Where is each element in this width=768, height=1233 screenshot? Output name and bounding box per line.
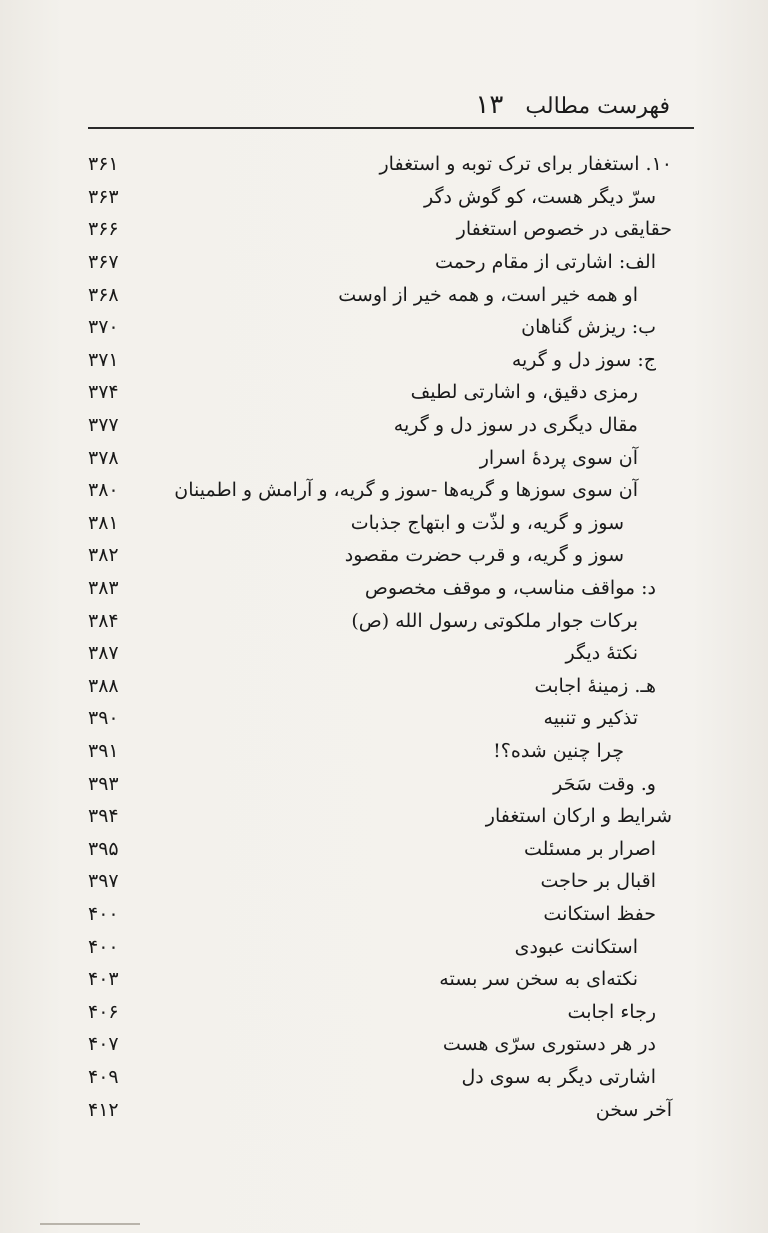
toc-entry-page: ۳۸۰ <box>88 479 119 502</box>
toc-entry-page: ۳۸۳ <box>88 577 119 600</box>
toc-entry <box>88 181 672 214</box>
toc-entry <box>88 246 672 279</box>
toc-entry-page: ۴۱۲ <box>88 1098 119 1121</box>
toc-entry <box>88 1028 672 1061</box>
toc-entry <box>88 148 672 181</box>
header-divider <box>88 127 694 129</box>
toc-entry-title: مقال دیگری در سوز دل و گریه <box>393 414 638 437</box>
toc-entry <box>88 441 672 474</box>
toc-entry-page: ۳۸۸ <box>88 674 119 697</box>
toc-entry-page: ۳۸۷ <box>88 642 119 665</box>
toc-entry-title: چرا چنین شده؟! <box>493 739 624 762</box>
toc-entry-title: آخر سخن <box>595 1098 672 1121</box>
toc-entry-page: ۳۷۸ <box>88 446 119 469</box>
toc-entry-title: برکات جوار ملکوتی رسول الله (ص) <box>351 609 638 632</box>
toc-entry <box>88 474 672 507</box>
toc-entry-title: نکته‌ای به سخن سر بسته <box>439 968 638 991</box>
toc-entry <box>88 539 672 572</box>
toc-entry-page: ۳۶۱ <box>88 153 119 176</box>
footer-divider <box>40 1223 140 1225</box>
toc-entry <box>88 507 672 540</box>
toc-entry <box>88 963 672 996</box>
toc-entry-title: نکتهٔ دیگر <box>565 642 638 665</box>
toc-entry-title: اشارتی دیگر به سوی دل <box>461 1065 656 1088</box>
toc-entry-page: ۴۰۳ <box>88 968 119 991</box>
toc-entry <box>88 637 672 670</box>
page-header-title: فهرست مطالب <box>525 94 670 119</box>
toc-entry-page: ۳۶۷ <box>88 251 119 274</box>
toc-entry <box>88 800 672 833</box>
toc-entry-title: رجاء اجابت <box>567 1000 656 1023</box>
toc-entry-page: ۳۷۰ <box>88 316 119 339</box>
toc-entry-title: ۱۰. استغفار برای ترک توبه و استغفار <box>379 153 672 176</box>
toc-entry-page: ۳۷۷ <box>88 414 119 437</box>
toc-entry <box>88 311 672 344</box>
toc-entry <box>88 344 672 377</box>
toc-entry-title: استکانت عبودی <box>514 935 638 958</box>
toc-entry-page: ۳۹۴ <box>88 805 119 828</box>
toc-entry-title: حفظ استکانت <box>543 902 656 925</box>
toc-entry-page: ۳۸۲ <box>88 544 119 567</box>
toc-entry-title: سوز و گریه، و لذّت و ابتهاج جذبات <box>350 511 624 534</box>
toc-entry-page: ۳۹۷ <box>88 870 119 893</box>
toc-entry-title: آن سوی سوزها و گریه‌ها -سوز و گریه، و آرامش و اطمینان <box>174 479 638 502</box>
toc-entry <box>88 1061 672 1094</box>
toc-entry-title: رمزی دقیق، و اشارتی لطیف <box>410 381 638 404</box>
toc-entry-page: ۴۰۹ <box>88 1065 119 1088</box>
toc-entry <box>88 572 672 605</box>
table-of-contents <box>88 148 672 1126</box>
toc-entry <box>88 735 672 768</box>
toc-entry <box>88 767 672 800</box>
toc-entry <box>88 898 672 931</box>
page-header-number: ۱۳ <box>475 90 504 120</box>
toc-entry-title: ج: سوز دل و گریه <box>511 348 656 371</box>
toc-entry-title: الف: اشارتی از مقام رحمت <box>435 251 656 274</box>
toc-entry-page: ۳۹۱ <box>88 739 119 762</box>
toc-entry-title: سرّ دیگر هست، کو گوش دگر <box>424 185 656 208</box>
page-header <box>475 90 670 120</box>
toc-entry-page: ۳۶۸ <box>88 283 119 306</box>
toc-entry-title: آن سوی پردهٔ اسرار <box>479 446 638 469</box>
toc-entry <box>88 604 672 637</box>
toc-entry-page: ۳۶۳ <box>88 185 119 208</box>
toc-entry-title: حقایقی در خصوص استغفار <box>456 218 672 241</box>
toc-entry-title: هـ. زمینهٔ اجابت <box>534 674 656 697</box>
toc-entry <box>88 376 672 409</box>
toc-entry-page: ۳۸۴ <box>88 609 119 632</box>
toc-entry-page: ۳۹۰ <box>88 707 119 730</box>
toc-entry <box>88 670 672 703</box>
toc-entry-page: ۳۹۵ <box>88 837 119 860</box>
toc-entry-title: اصرار بر مسئلت <box>523 837 656 860</box>
toc-entry <box>88 213 672 246</box>
toc-entry-page: ۴۰۰ <box>88 935 119 958</box>
toc-entry-page: ۳۸۱ <box>88 511 119 534</box>
toc-entry-page: ۳۷۴ <box>88 381 119 404</box>
toc-entry-title: او همه خیر است، و همه خیر از اوست <box>338 283 638 306</box>
toc-entry-title: ب: ریزش گناهان <box>521 316 656 339</box>
toc-entry <box>88 832 672 865</box>
toc-entry-title: اقبال بر حاجت <box>540 870 656 893</box>
toc-entry-page: ۳۷۱ <box>88 348 119 371</box>
toc-entry-title: د: مواقف مناسب، و موقف مخصوص <box>364 577 656 600</box>
toc-entry-page: ۴۰۷ <box>88 1033 119 1056</box>
toc-entry <box>88 865 672 898</box>
toc-entry <box>88 278 672 311</box>
toc-entry-page: ۳۶۶ <box>88 218 119 241</box>
toc-entry <box>88 409 672 442</box>
toc-entry-title: و. وقت سَحَر <box>553 772 656 795</box>
toc-entry-title: شرایط و ارکان استغفار <box>485 805 672 828</box>
toc-entry-page: ۳۹۳ <box>88 772 119 795</box>
toc-entry-title: در هر دستوری سرّی هست <box>442 1033 656 1056</box>
toc-entry-title: سوز و گریه، و قرب حضرت مقصود <box>344 544 624 567</box>
toc-entry-title: تذکیر و تنبیه <box>543 707 638 730</box>
toc-entry <box>88 930 672 963</box>
toc-entry <box>88 995 672 1028</box>
toc-entry <box>88 702 672 735</box>
toc-entry <box>88 1093 672 1126</box>
toc-entry-page: ۴۰۶ <box>88 1000 119 1023</box>
toc-entry-page: ۴۰۰ <box>88 902 119 925</box>
